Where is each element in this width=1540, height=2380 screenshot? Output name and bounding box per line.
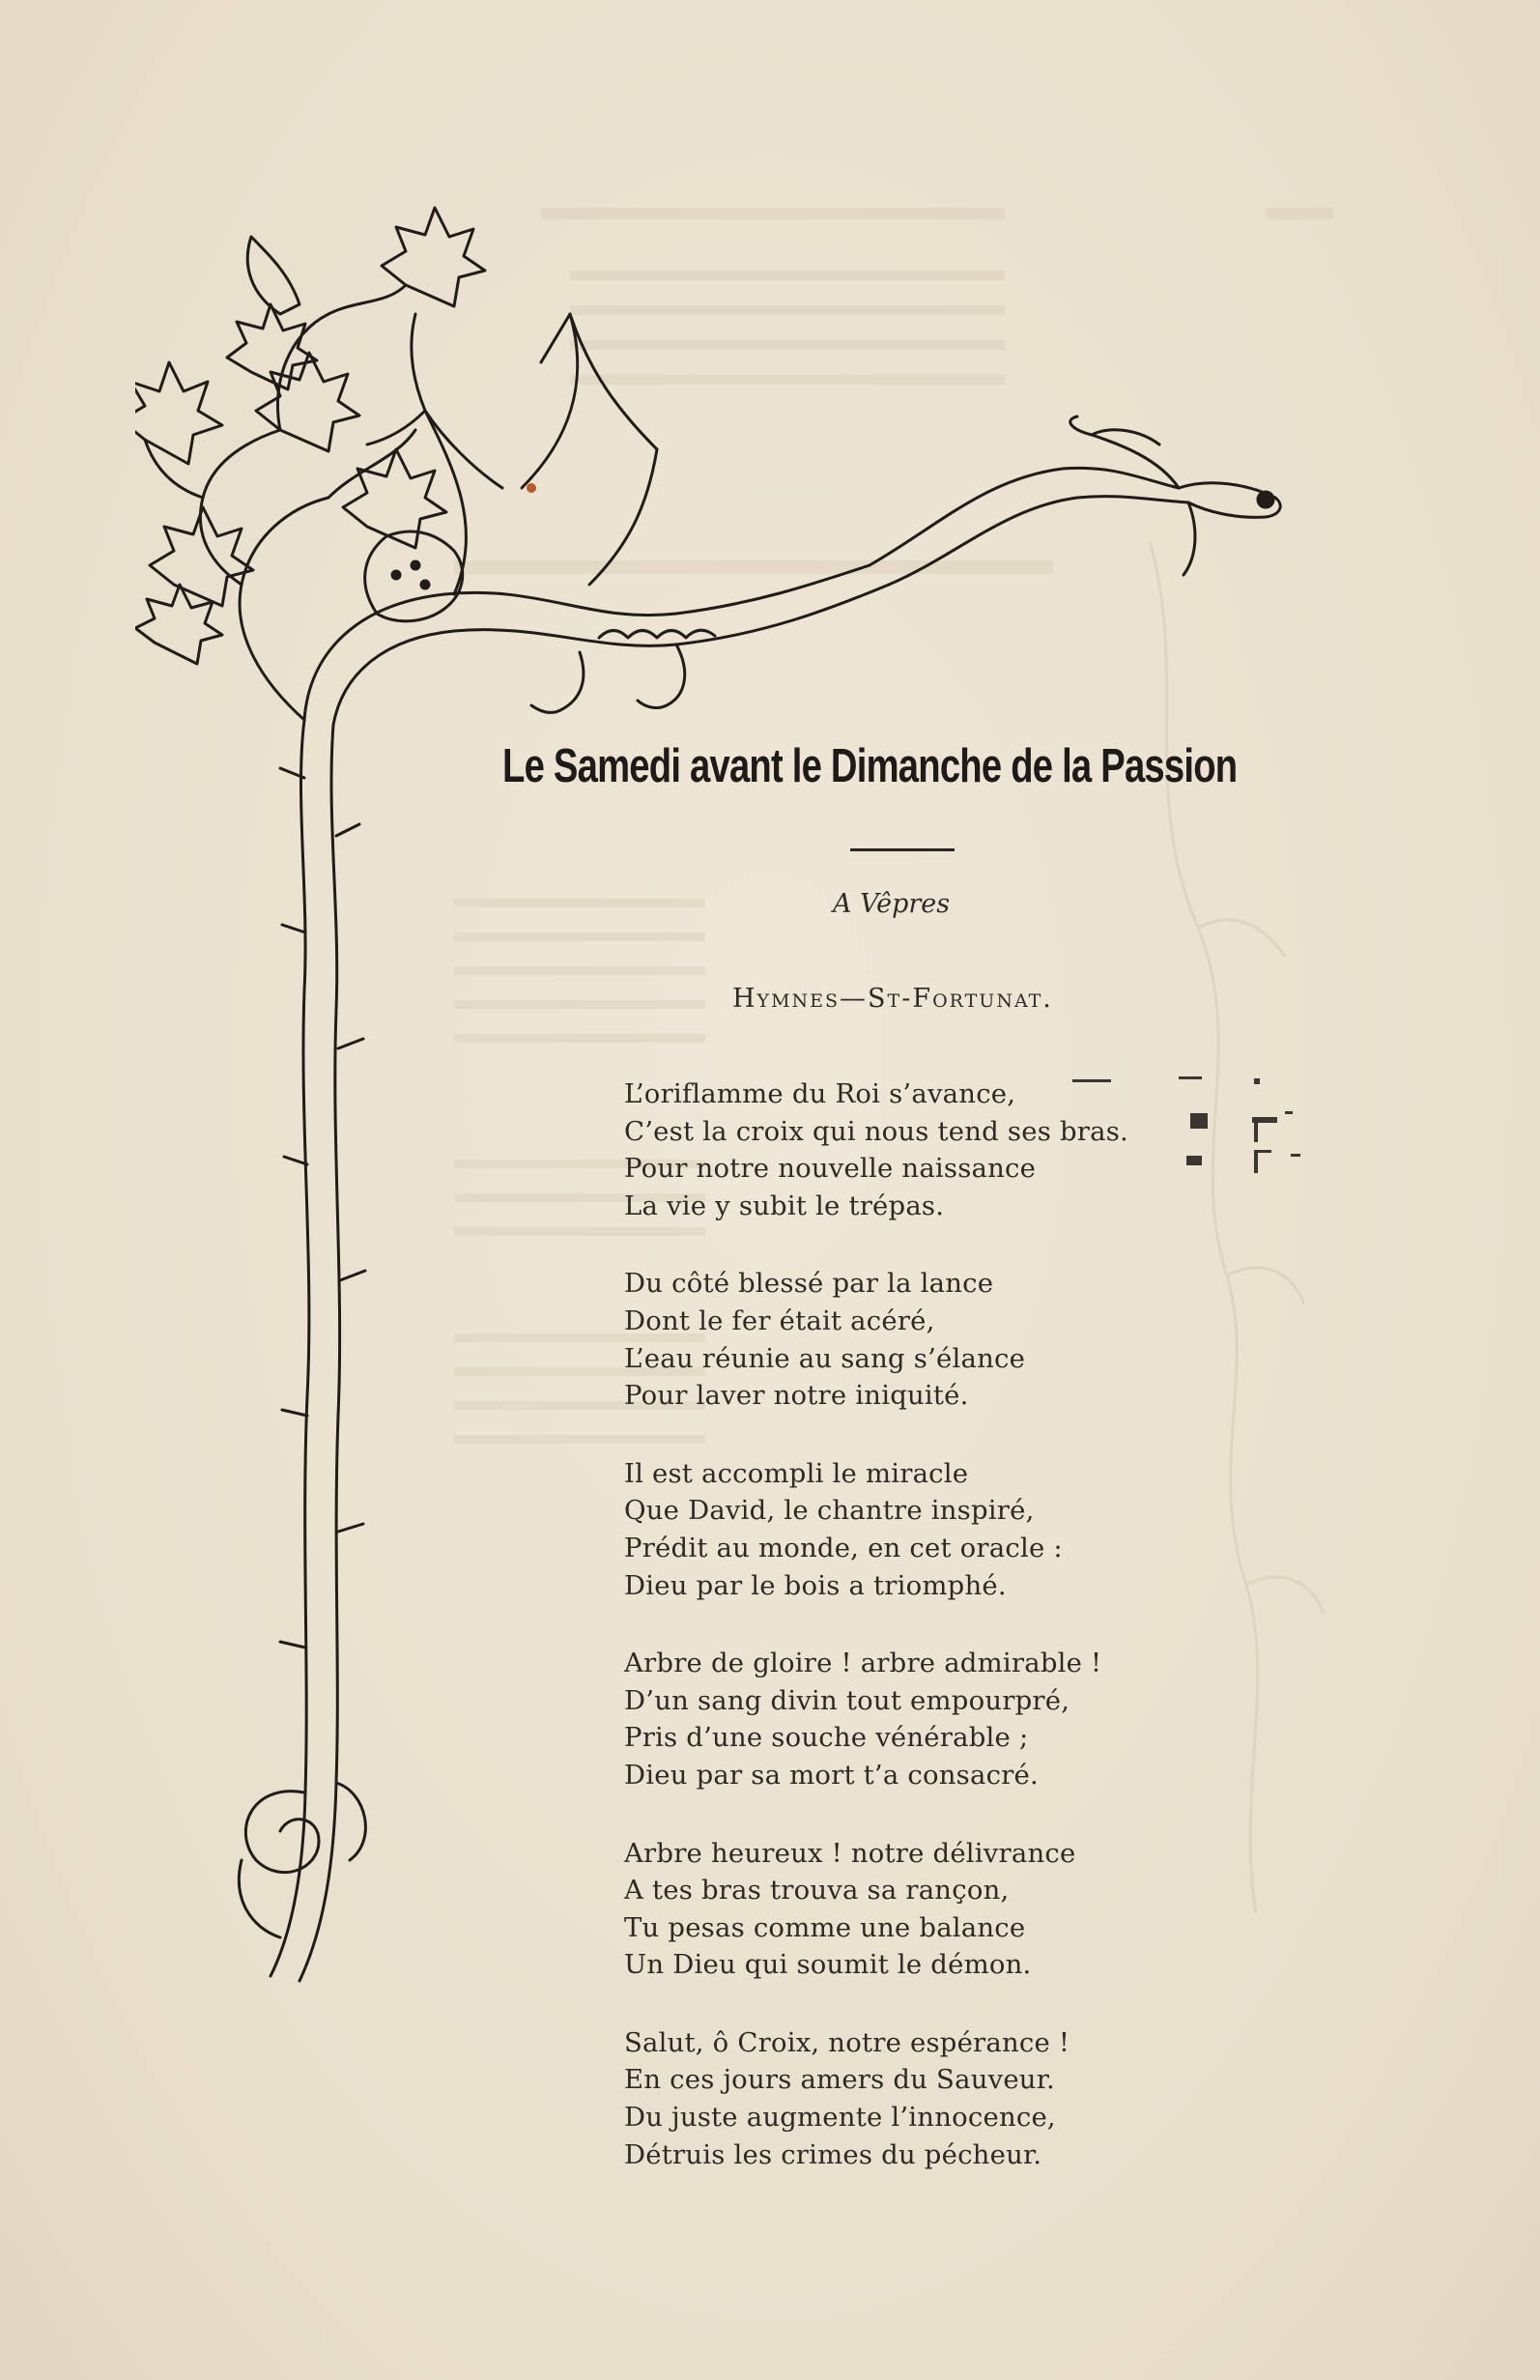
verse-line: Tu pesas comme une balance <box>624 1911 1026 1943</box>
stanza-2 <box>624 1265 1300 1414</box>
verse-line: D’un sang divin tout empourpré, <box>624 1684 1070 1716</box>
office-subtitle: A Vêpres <box>833 889 951 919</box>
verse-line: A tes bras trouva sa rançon, <box>624 1875 1010 1907</box>
stanza-4 <box>624 1645 1300 1793</box>
verse-line: Que David, le chantre inspiré, <box>624 1495 1035 1527</box>
verse-line: Dieu par sa mort t’a consacré. <box>624 1759 1039 1791</box>
verse-line: Salut, ô Croix, notre espérance ! <box>624 2026 1070 2058</box>
verse-line: C’est la croix qui nous tend ses bras. <box>624 1115 1128 1147</box>
title-rule <box>850 848 955 851</box>
verse-line: Arbre de gloire ! arbre admirable ! <box>624 1648 1102 1679</box>
page-title: Le Samedi avant le Dimanche de la Passion <box>502 740 1238 792</box>
verse-line: Prédit au monde, en cet oracle : <box>624 1532 1063 1563</box>
verse-line: Du juste augmente l’innocence, <box>624 2102 1056 2134</box>
stanza-3 <box>624 1455 1300 1604</box>
hymn-heading: Hymnes—St-Fortunat. <box>732 984 1053 1014</box>
verse-line: L’oriflamme du Roi s’avance, <box>624 1078 1016 1109</box>
verse-line: L’eau réunie au sang s’élance <box>624 1342 1026 1374</box>
verse-line: Un Dieu qui soumit le démon. <box>624 1949 1032 1981</box>
verse-line: Arbre heureux ! notre délivrance <box>624 1837 1076 1869</box>
verse-line: Pris d’une souche vénérable ; <box>624 1722 1029 1754</box>
stanza-6 <box>624 2024 1300 2173</box>
verse-line: Du côté blessé par la lance <box>624 1268 994 1300</box>
verse-line: Pour laver notre iniquité. <box>624 1380 969 1412</box>
verse-line: La vie y subit le trépas. <box>624 1190 945 1221</box>
stanza-1 <box>624 1075 1300 1224</box>
verse-line: En ces jours amers du Sauveur. <box>624 2064 1055 2096</box>
verse-line: Détruis les crimes du pécheur. <box>624 2138 1042 2170</box>
verse-line: Dieu par le bois a triomphé. <box>624 1569 1007 1601</box>
verse-line: Pour notre nouvelle naissance <box>624 1153 1037 1185</box>
stanza-5 <box>624 1835 1300 1984</box>
verse-line: Il est accompli le miracle <box>624 1457 969 1489</box>
hymn-text <box>624 1075 1300 2214</box>
verse-line: Dont le fer était acéré, <box>624 1305 935 1336</box>
